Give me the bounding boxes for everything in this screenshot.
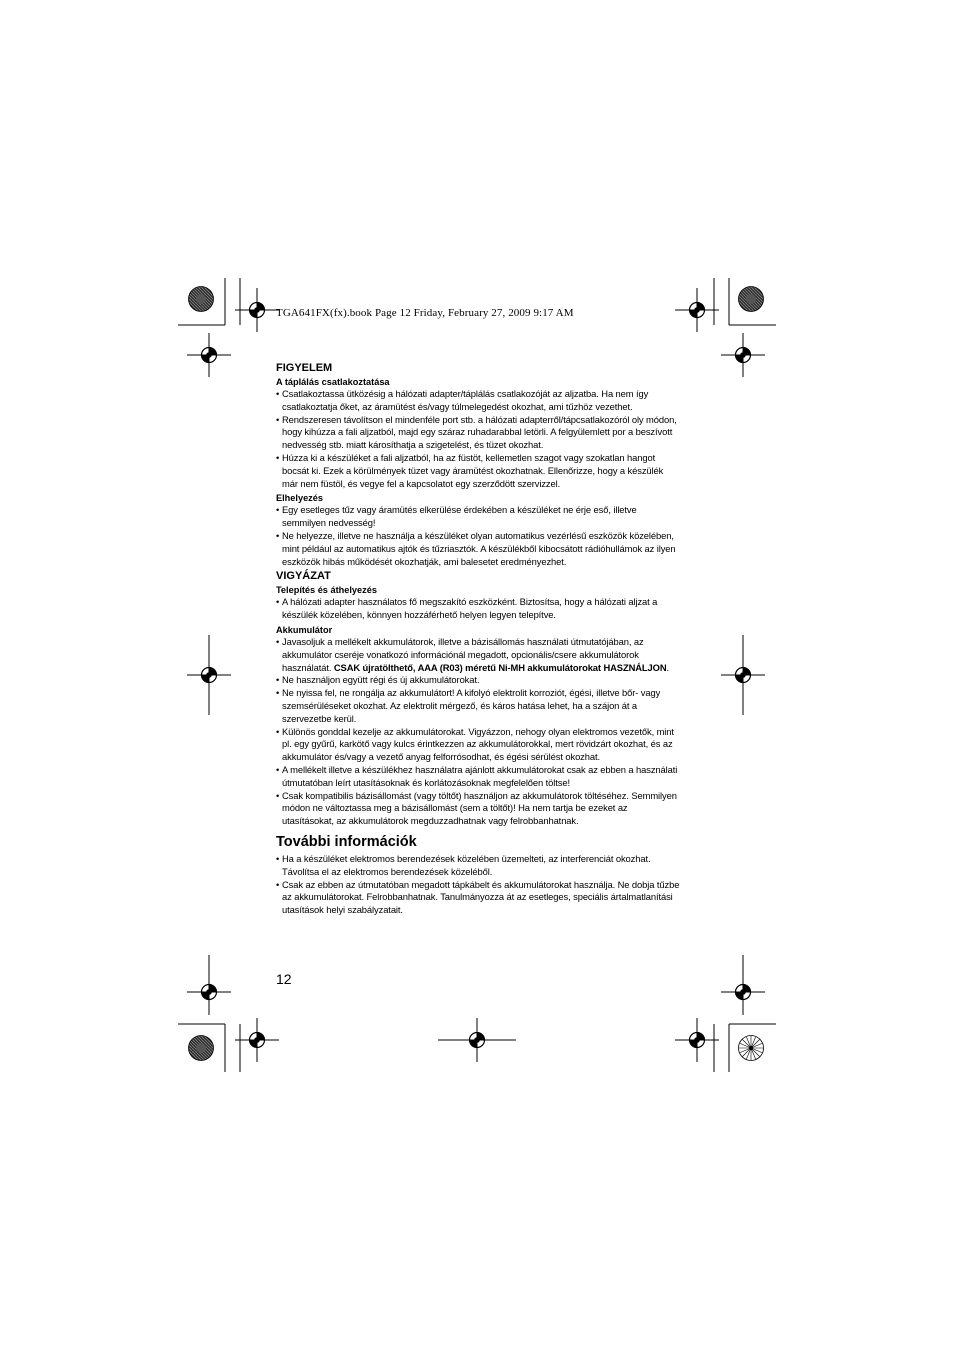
list-item: • Ne használjon együtt régi és új akkumulátorokat. <box>276 674 680 687</box>
section-title-figyelem: FIGYELEM <box>276 362 333 374</box>
list-item: • Ha a készüléket elektromos berendezések közelében üzemelteti, az interferenciát okozhat. Távolítsa el az elektromos berendezések közeléből. <box>276 853 680 879</box>
list-item: • Csak az ebben az útmutatóban megadott tápkábelt és akkumulátorokat használja. Ne dobja tűzbe az akkumulátorokat. Felrobbanhatnak. Tanulmányozza át az esetleges, speciális ártalmatlanítási utasítások helyi szabályzatait. <box>276 879 680 917</box>
list-item <box>276 636 680 674</box>
registration-mark <box>675 1018 719 1062</box>
registration-mark <box>721 333 765 377</box>
section-title-vigyazat: VIGYÁZAT <box>276 570 331 583</box>
registration-mark <box>235 1018 279 1062</box>
list-item-emphasis: CSAK újratölthető, AAA (R03) méretű Ni-MH akkumulátorokat HASZNÁLJON <box>333 661 667 673</box>
star-target-bottom-left <box>189 1036 214 1061</box>
star-target-bottom-right <box>739 1036 764 1061</box>
bullet-list <box>276 853 680 917</box>
list-item: • A mellékelt illetve a készülékhez használatra ajánlott akkumulátorokat csak az ebben a használati útmutatóban leírt utasításoknak és korlátozásoknak megfelelően töltse! <box>276 764 680 790</box>
list-item-text: Javasoljuk a mellékelt akkumulátorok, illetve a bázisállomás használati útmutatójában, az akkumulátor cseréje vonatkozó információnál megadott, opcionális/csere akkumulátorok használatát. <box>282 635 644 673</box>
list-item: • A hálózati adapter használatos fő megszakító eszközként. Biztosítsa, hogy a hálózati aljzat a készülék közelében, könnyen hozzáférhető helyen legyen telepítve. <box>276 596 680 622</box>
print-header: TGA641FX(fx).book Page 12 Friday, February 27, 2009 9:17 AM <box>276 307 574 319</box>
bullet-list <box>276 596 680 622</box>
list-item: • Különös gonddal kezelje az akkumulátorokat. Vigyázzon, nehogy olyan elektromos vezetők, mint pl. egy gyűrű, karkötő vagy kulcs érintkezzen az akkumulátorokkal, mert rövidzárt okozhat, és az akkumulátor és/vagy a vezető anyag felforrósodhat, és égési sérülést okozhat. <box>276 726 680 764</box>
list-item: • Húzza ki a készüléket a fali aljzatból, ha az füstöt, kellemetlen szagot vagy szokatlan hangot bocsát ki. Ezek a körülmények tüzet vagy áramütést okozhatnak. Ellenőrizze, hogy a készülék már nem füstöl, és vegye fel a kapcsolatot egy szerződött szervizzel. <box>276 452 680 490</box>
page-content <box>276 362 680 917</box>
list-item: • Csak kompatibilis bázisállomást (vagy töltőt) használjon az akkumulátorok töltéséhez. Semmilyen módon ne változtassa meg a bázisállomást (sem a töltőt)! Ha nem tartja be ezeket az utasításokat, az akkumulátorok megduzzadhatnak vagy felrobbanhatnak. <box>276 790 680 828</box>
registration-mark <box>187 333 231 377</box>
subheading-battery: Akkumulátor <box>276 624 333 635</box>
star-target-top-right <box>739 287 764 312</box>
subheading-placement: Elhelyezés <box>276 493 323 504</box>
section-title-further-info: További információk <box>276 833 417 850</box>
registration-mark <box>235 288 279 332</box>
list-item: • Rendszeresen távolítson el mindenféle port stb. a hálózati adapterről/tápcsatlakozóról oly módon, hogy kihúzza a fali aljzatból, majd egy száraz ruhadarabbal letörli. A felgyülemlett por a beszívott nedvesség stb. miatt károsíthatja a szigetelést, és tüzet okozhat. <box>276 414 680 452</box>
list-item-text: . <box>666 661 670 673</box>
list-item: • Csatlakoztassa ütközésig a hálózati adapter/táplálás csatlakozóját az aljzatba. Ha nem így csatlakoztatja őket, az áramütést és/vagy túlmelegedést okozhat, ami tűzhöz vezethet. <box>276 388 680 414</box>
list-item: • Egy esetleges tűz vagy áramütés elkerülése érdekében a készüléket ne érje eső, illetve semmilyen nedvesség! <box>276 504 680 530</box>
subheading-power: A táplálás csatlakoztatása <box>276 377 390 387</box>
list-item: • Ne helyezze, illetve ne használja a készüléket olyan automatikus vezérlésű eszközök közelében, mint például az automatikus ajtók és tűzriasztók. A készülékből kibocsátott rádióhullámok az ilyen eszközök hibás működését okozhatják, ami balesetet eredményezhet. <box>276 530 680 568</box>
registration-mark <box>675 288 719 332</box>
list-item: • Ne nyissa fel, ne rongálja az akkumulátort! A kifolyó elektrolit korroziót, égési, illetve bőr- vagy szemsérüléseket okozhat. Az elektrolit mérgező, és káros hatása lehet, ha a szájon át a szervezetbe kerül. <box>276 687 680 725</box>
page-number: 12 <box>276 971 292 987</box>
star-target-top-left <box>189 287 214 312</box>
bullet-list <box>276 504 680 568</box>
subheading-installation: Telepítés és áthelyezés <box>276 585 377 596</box>
bullet-list <box>276 388 680 490</box>
bullet-list <box>276 636 680 828</box>
